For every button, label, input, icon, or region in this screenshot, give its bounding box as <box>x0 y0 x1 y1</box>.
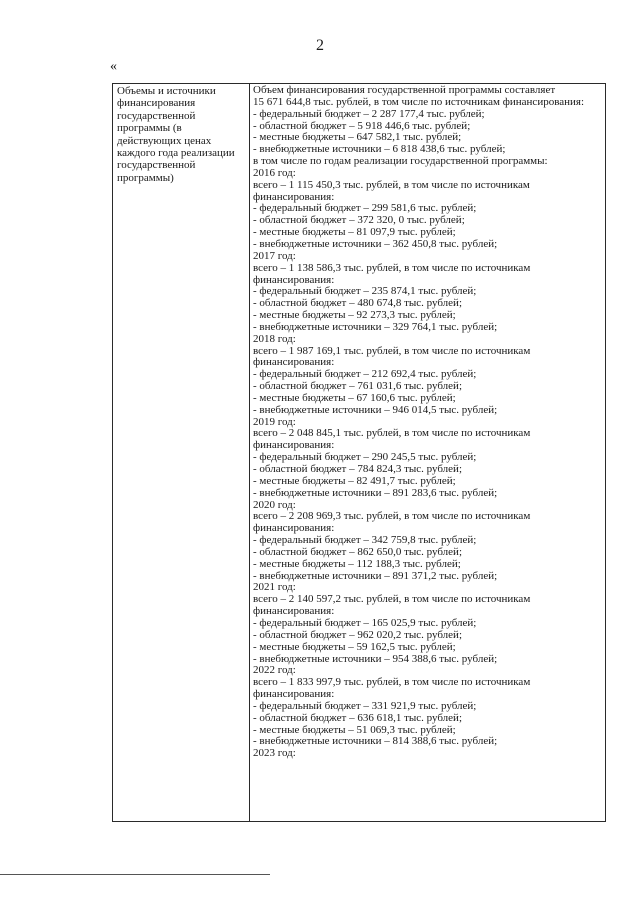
funding-details-cell <box>253 85 605 760</box>
funding-line: - областной бюджет – 862 650,0 тыс. рублей; <box>253 545 462 558</box>
funding-line: - местные бюджеты – 82 491,7 тыс. рублей; <box>253 474 456 487</box>
funding-line: - областной бюджет – 784 824,3 тыс. рублей; <box>253 463 462 475</box>
funding-line: всего – 2 140 597,2 тыс. рублей, в том числе по источникам <box>253 593 531 606</box>
funding-line: - внебюджетные источники – 891 371,2 тыс. рублей; <box>253 569 498 582</box>
footnote-rule <box>0 874 270 875</box>
funding-line: финансирования: <box>253 439 335 452</box>
funding-label-cell <box>117 85 245 184</box>
opening-quote-mark: « <box>110 59 117 74</box>
funding-line: - местные бюджеты – 59 162,5 тыс. рублей; <box>253 640 456 653</box>
funding-line: - федеральный бюджет – 212 692,4 тыс. рублей; <box>253 368 477 381</box>
funding-line: - областной бюджет – 372 320, 0 тыс. рублей; <box>253 214 465 227</box>
funding-line: 2020 год: <box>253 498 296 511</box>
funding-line: всего – 1 138 586,3 тыс. рублей, в том числе по источникам <box>253 261 531 274</box>
funding-line: - внебюджетные источники – 6 818 438,6 тыс. рублей; <box>253 143 506 156</box>
passport-table <box>112 83 606 822</box>
funding-line: 2021 год: <box>253 581 296 594</box>
funding-line: - федеральный бюджет – 165 025,9 тыс. рублей; <box>253 616 477 629</box>
funding-line: - местные бюджеты – 112 188,3 тыс. рублей; <box>253 557 461 570</box>
funding-line: - федеральный бюджет – 290 245,5 тыс. рублей; <box>253 451 477 464</box>
funding-line: - внебюджетные источники – 362 450,8 тыс. рублей; <box>253 237 498 250</box>
funding-line: 2016 год: <box>253 166 296 179</box>
funding-line: всего – 1 115 450,3 тыс. рублей, в том числе по источникам <box>253 178 530 191</box>
label-line: государственной <box>117 159 196 172</box>
funding-line: - местные бюджеты – 92 273,3 тыс. рублей; <box>253 309 456 322</box>
funding-line: финансирования: <box>253 522 335 535</box>
label-line: программы (в <box>117 122 182 135</box>
funding-line: финансирования: <box>253 273 335 286</box>
funding-line: 2017 год: <box>253 249 296 262</box>
funding-line: всего – 1 833 997,9 тыс. рублей, в том числе по источникам <box>253 676 531 689</box>
funding-line: - внебюджетные источники – 946 014,5 тыс. рублей; <box>253 403 498 416</box>
funding-line: - областной бюджет – 5 918 446,6 тыс. рублей; <box>253 119 471 132</box>
funding-line: - областной бюджет – 636 618,1 тыс. рублей; <box>253 711 462 724</box>
funding-line: - федеральный бюджет – 235 874,1 тыс. рублей; <box>253 285 477 298</box>
funding-line: - внебюджетные источники – 814 388,6 тыс. рублей; <box>253 735 498 748</box>
page-number: 2 <box>316 37 324 54</box>
funding-line: Объем финансирования государственной программы составляет <box>253 84 556 96</box>
funding-line: всего – 1 987 169,1 тыс. рублей, в том числе по источникам <box>253 344 531 357</box>
funding-line: всего – 2 048 845,1 тыс. рублей, в том числе по источникам <box>253 427 531 440</box>
funding-line: - федеральный бюджет – 2 287 177,4 тыс. рублей; <box>253 107 485 120</box>
funding-line: - местные бюджеты – 81 097,9 тыс. рублей; <box>253 226 456 239</box>
funding-line: - местные бюджеты – 51 069,3 тыс. рублей; <box>253 723 456 736</box>
funding-line: 15 671 644,8 тыс. рублей, в том числе по источникам финансирования: <box>253 95 585 108</box>
funding-line: 2023 год: <box>253 747 296 760</box>
funding-line: 2022 год: <box>253 664 296 677</box>
label-line: финансирования <box>117 97 196 110</box>
funding-line: - федеральный бюджет – 331 921,9 тыс. рублей; <box>253 699 477 712</box>
label-line: действующих ценах <box>117 134 212 147</box>
label-line: каждого года реализации <box>117 147 235 160</box>
funding-line: в том числе по годам реализации государственной программы: <box>253 155 548 168</box>
funding-line: всего – 2 208 969,3 тыс. рублей, в том числе по источникам <box>253 510 531 523</box>
funding-line: финансирования: <box>253 688 335 701</box>
funding-line: 2019 год: <box>253 415 296 428</box>
funding-line: - внебюджетные источники – 954 388,6 тыс. рублей; <box>253 652 498 665</box>
funding-line: - областной бюджет – 480 674,8 тыс. рублей; <box>253 297 462 310</box>
label-line: государственной <box>117 109 196 122</box>
column-divider <box>249 84 250 821</box>
funding-line: - местные бюджеты – 67 160,6 тыс. рублей; <box>253 391 456 404</box>
label-line: Объемы и источники <box>117 85 216 97</box>
funding-line: - внебюджетные источники – 891 283,6 тыс. рублей; <box>253 486 498 499</box>
funding-line: - областной бюджет – 962 020,2 тыс. рублей; <box>253 628 462 641</box>
funding-line: - областной бюджет – 761 031,6 тыс. рублей; <box>253 380 462 393</box>
funding-line: 2018 год: <box>253 332 296 345</box>
funding-line: - местные бюджеты – 647 582,1 тыс. рублей; <box>253 131 462 144</box>
label-line: программы) <box>117 171 174 184</box>
funding-line: - внебюджетные источники – 329 764,1 тыс. рублей; <box>253 320 498 333</box>
funding-line: финансирования: <box>253 356 335 369</box>
funding-line: финансирования: <box>253 190 335 203</box>
funding-line: финансирования: <box>253 605 335 618</box>
funding-line: - федеральный бюджет – 342 759,8 тыс. рублей; <box>253 534 477 547</box>
funding-line: - федеральный бюджет – 299 581,6 тыс. рублей; <box>253 202 477 215</box>
